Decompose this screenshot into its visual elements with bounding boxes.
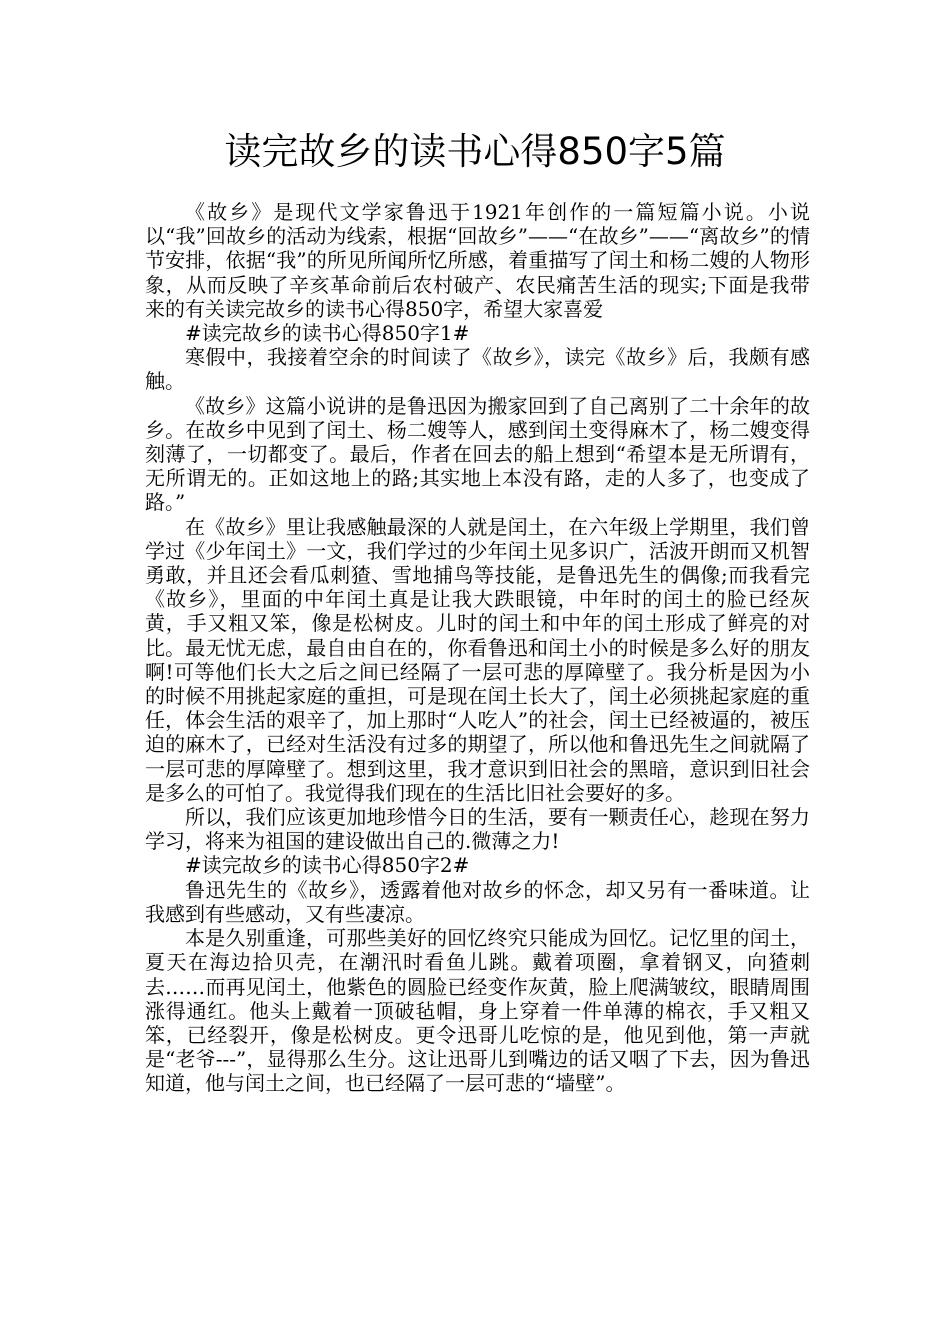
section-heading-1: #读完故乡的读书心得850字1#: [185, 321, 470, 346]
document-title: 读完故乡的读书心得850字5篇: [224, 130, 726, 173]
paragraph: 本是久别重逢，可那些美好的回忆终究只能成为回忆。记忆里的闰土，夏天在海边拾贝壳，在潮汛时看鱼儿跳。戴着项圈，拿着钢叉，向猹刺去……而再见闰土，他紫色的圆脸已经变作灰黄，脸上爬满皱纹，眼睛周围涨得通红。他头上戴着一顶破毡帽，身上穿着一件单薄的棉衣，手又粗又笨，已经裂开，像是松树皮。更令迅哥儿吃惊的是，他见到他，第一声就是“老爷---”，显得那么生分。这让迅哥儿到嘴边的话又咽了下去，因为鲁迅知道，他与闰土之间，也已经隔了一层可悲的“墙壁”。: [145, 926, 810, 1096]
paragraph: 所以，我们应该更加地珍惜今日的生活，要有一颗责任心，趁现在努力学习，将来为祖国的建设做出自己的.微薄之力!: [145, 805, 810, 854]
paragraph: 《故乡》这篇小说讲的是鲁迅因为搬家回到了自己离别了二十余年的故乡。在故乡中见到了闰土、杨二嫂等人，感到闰土变得麻木了，杨二嫂变得刻薄了，一切都变了。最后，作者在回去的船上想到“希望本是无所谓有，无所谓无的。正如这地上的路;其实地上本没有路，走的人多了，也变成了路。”: [145, 393, 810, 515]
section-heading-2: #读完故乡的读书心得850字2#: [185, 853, 470, 878]
paragraph: 鲁迅先生的《故乡》，透露着他对故乡的怀念，却又另有一番味道。让我感到有些感动，又有些凄凉。: [145, 877, 810, 926]
document-body: [145, 200, 810, 1096]
paragraph: 寒假中，我接着空余的时间读了《故乡》，读完《故乡》后，我颇有感触。: [145, 345, 810, 394]
paragraph: 在《故乡》里让我感触最深的人就是闰土，在六年级上学期里，我们曾学过《少年闰土》一文，我们学过的少年闰土见多识广，活波开朗而又机智勇敢，并且还会看瓜刺猹、雪地捕鸟等技能，是鲁迅先生的偶像;而我看完《故乡》，里面的中年闰土真是让我大跌眼镜，中年时的闰土的脸已经灰黄，手又粗又笨，像是松树皮。儿时的闰土和中年的闰土形成了鲜亮的对比。最无忧无虑，最自由自在的，你看鲁迅和闰土小的时候是多么好的朋友啊!可等他们长大之后之间已经隔了一层可悲的厚障壁了。我分析是因为小的时候不用挑起家庭的重担，可是现在闰土长大了，闰土必须挑起家庭的重任，体会生活的艰辛了，加上那时“人吃人”的社会，闰土已经被逼的，被压迫的麻木了，已经对生活没有过多的期望了，所以他和鲁迅先生之间就隔了一层可悲的厚障壁了。想到这里，我才意识到旧社会的黑暗，意识到旧社会是多么的可怕了。我觉得我们现在的生活比旧社会要好的多。: [145, 514, 810, 805]
paragraph-intro: 《故乡》是现代文学家鲁迅于1921年创作的一篇短篇小说。小说以“我”回故乡的活动为线索，根据“回故乡”——“在故乡”——“离故乡”的情节安排，依据“我”的所见所闻所忆所感，着重描写了闰土和杨二嫂的人物形象，从而反映了辛亥革命前后农村破产、农民痛苦生活的现实;下面是我带来的有关读完故乡的读书心得850字，希望大家喜爱: [145, 200, 810, 321]
